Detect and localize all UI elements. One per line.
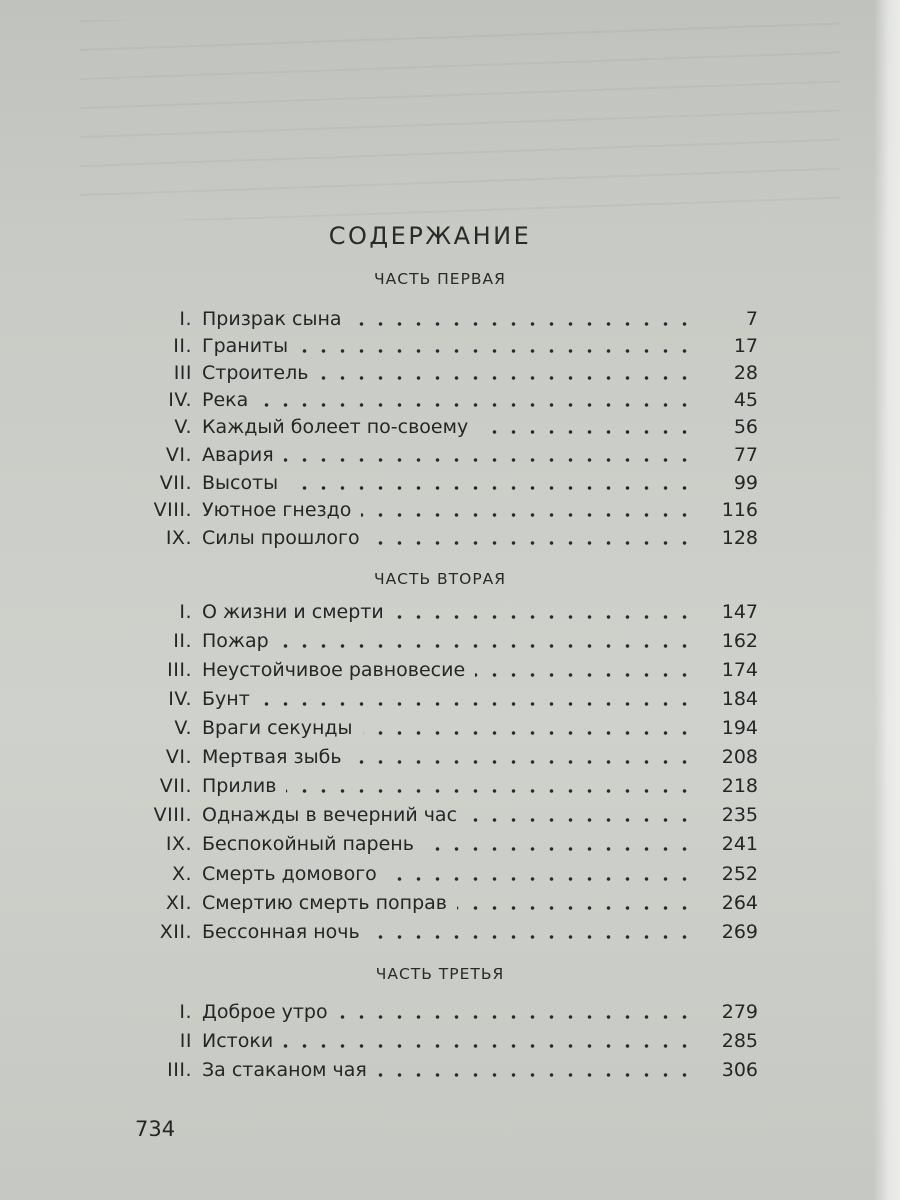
leader-dots [361, 513, 694, 517]
toc-entry [120, 860, 770, 888]
bleed-through-text [80, 20, 840, 220]
toc-entry [120, 496, 770, 524]
toc-entry [120, 830, 770, 858]
chapter-page: 279 [721, 1001, 758, 1023]
chapter-page: 7 [745, 308, 758, 330]
toc-entry [120, 627, 770, 655]
chapter-title: Бунт [202, 688, 250, 710]
chapter-page: 269 [721, 921, 758, 943]
chapter-page: 252 [721, 863, 758, 885]
leader-dots [279, 644, 694, 648]
chapter-number: II. [173, 335, 192, 357]
leader-dots [284, 458, 694, 462]
leader-dots [352, 322, 694, 326]
toc-entry [120, 1027, 770, 1055]
leader-dots [298, 349, 694, 353]
leader-dots [475, 673, 694, 677]
leader-dots [457, 906, 694, 910]
leader-dots [394, 615, 694, 619]
toc-entry [120, 469, 770, 497]
chapter-number: II [179, 1030, 192, 1052]
page-number: 734 [135, 1117, 176, 1141]
leader-dots [370, 541, 694, 545]
chapter-page: 162 [721, 630, 758, 652]
chapter-title: Враги секунды [202, 717, 353, 739]
chapter-title: Прилив [202, 775, 277, 797]
part-title-1: ЧАСТЬ ПЕРВАЯ [374, 270, 506, 288]
toc-entry [120, 386, 770, 414]
chapter-title: Смертию смерть поправ [202, 892, 448, 914]
chapter-title: Авария [202, 444, 274, 466]
chapter-number: I. [179, 1001, 192, 1023]
chapter-page: 241 [721, 833, 758, 855]
toc-entry [120, 801, 770, 829]
part-title-3: ЧАСТЬ ТРЕТЬЯ [375, 965, 505, 983]
toc-entry [120, 714, 770, 742]
chapter-title: Мертвая зыбь [202, 746, 342, 768]
toc-entry [120, 524, 770, 552]
chapter-number: III. [167, 659, 192, 681]
chapter-page: 235 [721, 804, 758, 826]
chapter-page: 99 [733, 472, 758, 494]
chapter-page: 285 [721, 1030, 758, 1052]
chapter-title: Однажды в вечерний час [202, 804, 458, 826]
chapter-page: 306 [721, 1059, 758, 1081]
chapter-page: 184 [721, 688, 758, 710]
toc-entry [120, 305, 770, 333]
chapter-number: IX. [165, 833, 192, 855]
part-title-2: ЧАСТЬ ВТОРАЯ [373, 570, 507, 588]
chapter-number: VII. [159, 472, 192, 494]
toc-entry [120, 656, 770, 684]
chapter-page: 28 [733, 362, 758, 384]
chapter-title: Бессонная ночь [202, 921, 360, 943]
contents-title: СОДЕРЖАНИЕ [328, 222, 532, 250]
leader-dots [370, 935, 694, 939]
leader-dots [363, 731, 694, 735]
leader-dots [338, 1015, 694, 1019]
chapter-page: 56 [733, 416, 758, 438]
chapter-title: Истоки [202, 1030, 274, 1052]
leader-dots [258, 403, 694, 407]
chapter-title: Строитель [202, 362, 309, 384]
chapter-number: V. [174, 416, 192, 438]
toc-entry [120, 918, 770, 946]
chapter-page: 218 [721, 775, 758, 797]
toc-entry [120, 998, 770, 1026]
chapter-title: Река [202, 389, 249, 411]
toc-entry [120, 1056, 770, 1084]
chapter-number: II. [173, 630, 192, 652]
chapter-page: 17 [733, 335, 758, 357]
chapter-number: V. [174, 717, 192, 739]
chapter-title: О жизни и смерти [202, 601, 384, 623]
chapter-number: IV. [168, 688, 192, 710]
chapter-title: Граниты [202, 335, 289, 357]
chapter-number: VI. [165, 746, 192, 768]
chapter-title: Неустойчивое равновесие [202, 659, 466, 681]
leader-dots [352, 760, 694, 764]
toc-entry [120, 441, 770, 469]
chapter-title: Уютное гнездо [202, 499, 352, 521]
chapter-number: IX. [165, 527, 192, 549]
chapter-number: XI. [165, 892, 192, 914]
chapter-number: IV. [168, 389, 192, 411]
chapter-page: 174 [721, 659, 758, 681]
toc-entry [120, 598, 770, 626]
toc-entry [120, 413, 770, 441]
toc-entry [120, 359, 770, 387]
leader-dots [260, 702, 694, 706]
chapter-page: 116 [721, 499, 758, 521]
chapter-number: VIII. [153, 499, 192, 521]
chapter-page: 147 [721, 601, 758, 623]
chapter-number: XII. [159, 921, 192, 943]
chapter-number: I. [179, 308, 192, 330]
chapter-page: 45 [733, 389, 758, 411]
leader-dots [478, 430, 694, 434]
chapter-page: 77 [733, 444, 758, 466]
chapter-title: Пожар [202, 630, 269, 652]
chapter-page: 208 [721, 746, 758, 768]
leader-dots [424, 847, 694, 851]
chapter-page: 128 [721, 527, 758, 549]
leader-dots [318, 376, 694, 380]
chapter-title: За стаканом чая [202, 1059, 367, 1081]
chapter-number: X. [171, 863, 192, 885]
chapter-number: III. [167, 1059, 192, 1081]
leader-dots [286, 789, 694, 793]
chapter-title: Смерть домового [202, 863, 377, 885]
chapter-number: VI. [165, 444, 192, 466]
toc-entry [120, 772, 770, 800]
page-edge [874, 0, 900, 1200]
leader-dots [467, 818, 694, 822]
chapter-number: VIII. [153, 804, 192, 826]
toc-entry [120, 332, 770, 360]
chapter-number: VII. [159, 775, 192, 797]
toc-entry [120, 685, 770, 713]
chapter-number: III [173, 362, 192, 384]
leader-dots [377, 1073, 694, 1077]
leader-dots [387, 877, 694, 881]
chapter-title: Призрак сына [202, 308, 342, 330]
chapter-title: Беспокойный парень [202, 833, 414, 855]
chapter-title: Доброе утро [202, 1001, 328, 1023]
chapter-title: Силы прошлого [202, 527, 360, 549]
chapter-number: I. [179, 601, 192, 623]
leader-dots [283, 1044, 694, 1048]
chapter-title: Каждый болеет по-своему [202, 416, 469, 438]
toc-entry [120, 743, 770, 771]
chapter-page: 194 [721, 717, 758, 739]
chapter-title: Высоты [202, 472, 279, 494]
toc-entry [120, 889, 770, 917]
leader-dots [288, 486, 694, 490]
chapter-page: 264 [721, 892, 758, 914]
